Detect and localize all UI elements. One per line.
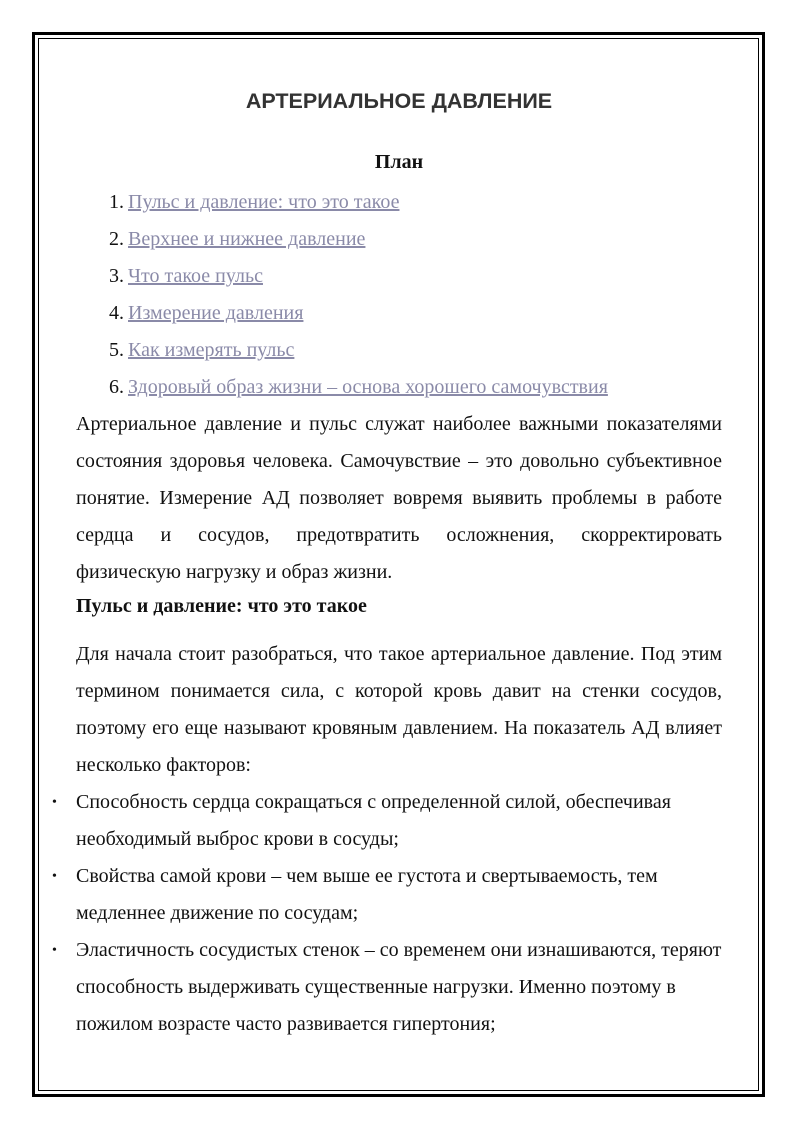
plan-link-pulse-and-pressure[interactable]: Пульс и давление: что это такое bbox=[128, 191, 400, 213]
plan-item-2 bbox=[76, 221, 722, 258]
plan-list bbox=[76, 184, 722, 406]
plan-item-number: 2. bbox=[109, 228, 124, 250]
bullet-icon: • bbox=[52, 869, 57, 884]
list-item-text: Способность сердца сокращаться с определенной силой, обеспечивая необходимый выброс крови в сосуды; bbox=[76, 791, 671, 850]
list-item-text: Эластичность сосудистых стенок – со временем они изнашиваются, теряют способность выдерживать существенные нагрузки. Именно поэтому в пожилом возрасте часто развивается гипертония; bbox=[76, 939, 722, 1035]
plan-item-number: 3. bbox=[109, 265, 124, 287]
plan-link-measuring-pressure[interactable]: Измерение давления bbox=[128, 302, 304, 324]
plan-item-number: 6. bbox=[109, 376, 124, 398]
bullet-icon: • bbox=[52, 943, 57, 958]
document-title: АРТЕРИАЛЬНОЕ ДАВЛЕНИЕ bbox=[245, 89, 553, 113]
list-item bbox=[52, 784, 722, 858]
plan-link-measuring-pulse[interactable]: Как измерять пульс bbox=[128, 339, 295, 361]
section-heading-pulse-and-pressure: Пульс и давление: что это такое bbox=[76, 595, 367, 617]
plan-item-6 bbox=[76, 369, 722, 406]
list-item bbox=[52, 932, 722, 1043]
plan-heading: План bbox=[374, 151, 424, 173]
intro-paragraph: Артериальное давление и пульс служат наиболее важными показателями состояния здоровья человека. Самочувствие – это довольно субъективное понятие. Измерение АД позволяет вовремя выявить проблемы в работе сердца и сосудов, предотвратить осложнения, скорректировать физическую нагрузку и образ жизни. bbox=[76, 413, 722, 583]
bullet-icon: • bbox=[52, 795, 57, 810]
plan-item-number: 5. bbox=[109, 339, 124, 361]
plan-item-4 bbox=[76, 295, 722, 332]
plan-link-upper-lower-pressure[interactable]: Верхнее и нижнее давление bbox=[128, 228, 366, 250]
factors-list bbox=[52, 784, 722, 1043]
list-item-text: Свойства самой крови – чем выше ее густота и свертываемость, тем медленнее движение по сосудам; bbox=[76, 865, 658, 924]
plan-link-healthy-lifestyle[interactable]: Здоровый образ жизни – основа хорошего самочувствия bbox=[128, 376, 608, 398]
plan-item-number: 4. bbox=[109, 302, 124, 324]
list-item bbox=[52, 858, 722, 932]
document-content bbox=[52, 84, 722, 1043]
plan-link-what-is-pulse[interactable]: Что такое пульс bbox=[128, 265, 263, 287]
plan-item-3 bbox=[76, 258, 722, 295]
plan-item-5 bbox=[76, 332, 722, 369]
plan-item-1 bbox=[76, 184, 722, 221]
section-paragraph: Для начала стоит разобраться, что такое артериальное давление. Под этим термином понимается сила, с которой кровь давит на стенки сосудов, поэтому его еще называют кровяным давлением. На показатель АД влияет несколько факторов: bbox=[76, 643, 722, 776]
plan-item-number: 1. bbox=[109, 191, 124, 213]
